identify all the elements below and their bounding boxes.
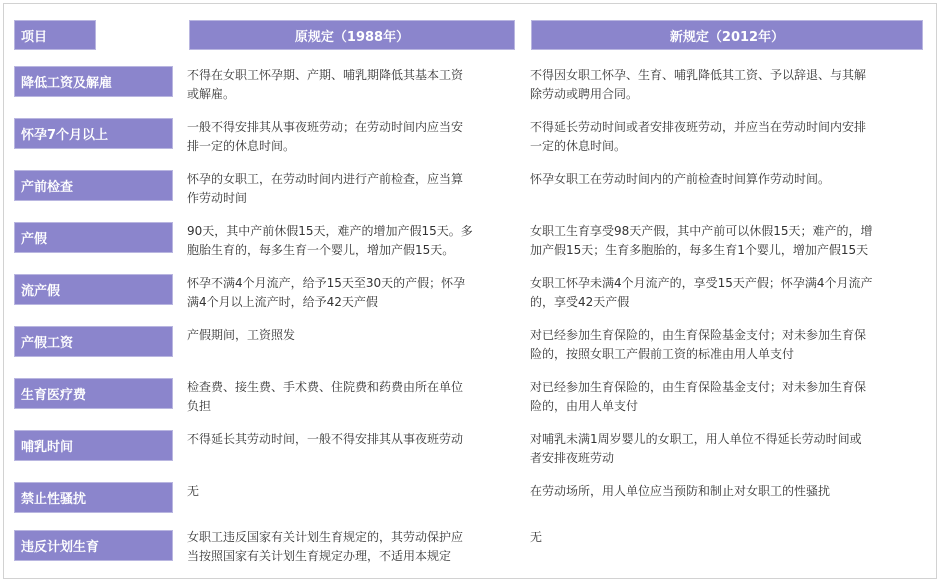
row-item-label: 怀孕7个月以上	[14, 118, 173, 149]
row-item-label: 流产假	[14, 274, 173, 305]
row-old-rule: 不得延长其劳动时间，一般不得安排其从事夜班劳动	[187, 432, 464, 446]
header-new-rule: 新规定（2012年）	[531, 20, 923, 50]
row-old-rule: 无	[187, 484, 200, 498]
row-new-rule: 对哺乳未满1周岁婴儿的女职工，用人单位不得延长劳动时间或 者安排夜班劳动	[530, 432, 862, 465]
row-new-rule: 怀孕女职工在劳动时间内的产前检查时间算作劳动时间。	[530, 172, 831, 186]
row-item-label: 哺乳时间	[14, 430, 173, 461]
row-old-rule: 女职工违反国家有关计划生育规定的，其劳动保护应 当按照国家有关计划生育规定办理，不适用本规定	[187, 530, 464, 563]
row-new-rule: 女职工怀孕未满4个月流产的，享受15天产假；怀孕满4个月流产 的，享受42天产假	[530, 276, 873, 309]
row-old-rule: 怀孕的女职工，在劳动时间内进行产前检查，应当算 作劳动时间	[187, 172, 464, 205]
row-new-rule: 女职工生育享受98天产假，其中产前可以休假15天；难产的，增 加产假15天；生育多胞胎的，每多生育1个婴儿，增加产假15天	[530, 224, 873, 257]
row-old-rule: 90天，其中产前休假15天，难产的增加产假15天。多 胞胎生育的，每多生育一个婴儿，增加产假15天。	[187, 224, 473, 257]
row-new-rule: 不得因女职工怀孕、生育、哺乳降低其工资、予以辞退、与其解 除劳动或聘用合同。	[530, 68, 867, 101]
row-new-rule: 不得延长劳动时间或者安排夜班劳动，并应当在劳动时间内安排 一定的休息时间。	[530, 120, 867, 153]
row-item-label: 降低工资及解雇	[14, 66, 173, 97]
row-item-label: 禁止性骚扰	[14, 482, 173, 513]
row-old-rule: 一般不得安排其从事夜班劳动；在劳动时间内应当安 排一定的休息时间。	[187, 120, 464, 153]
row-new-rule: 在劳动场所，用人单位应当预防和制止对女职工的性骚扰	[530, 484, 831, 498]
row-old-rule: 怀孕不满4个月流产，给予15天至30天的产假；怀孕 满4个月以上流产时，给予42天产假	[187, 276, 466, 309]
row-new-rule: 对已经参加生育保险的，由生育保险基金支付；对未参加生育保 险的，按照女职工产假前工资的标准由用人单支付	[530, 328, 867, 361]
header-item: 项目	[14, 20, 96, 50]
row-old-rule: 产假期间，工资照发	[187, 328, 296, 342]
header-old-rule: 原规定（1988年）	[189, 20, 515, 50]
row-item-label: 生育医疗费	[14, 378, 173, 409]
row-item-label: 产前检查	[14, 170, 173, 201]
row-item-label: 违反计划生育	[14, 530, 173, 561]
row-old-rule: 不得在女职工怀孕期、产期、哺乳期降低其基本工资 或解雇。	[187, 68, 464, 101]
row-new-rule: 对已经参加生育保险的，由生育保险基金支付；对未参加生育保 险的，由用人单支付	[530, 380, 867, 413]
row-item-label: 产假	[14, 222, 173, 253]
row-new-rule: 无	[530, 530, 543, 544]
row-item-label: 产假工资	[14, 326, 173, 357]
row-old-rule: 检查费、接生费、手术费、住院费和药费由所在单位 负担	[187, 380, 464, 413]
